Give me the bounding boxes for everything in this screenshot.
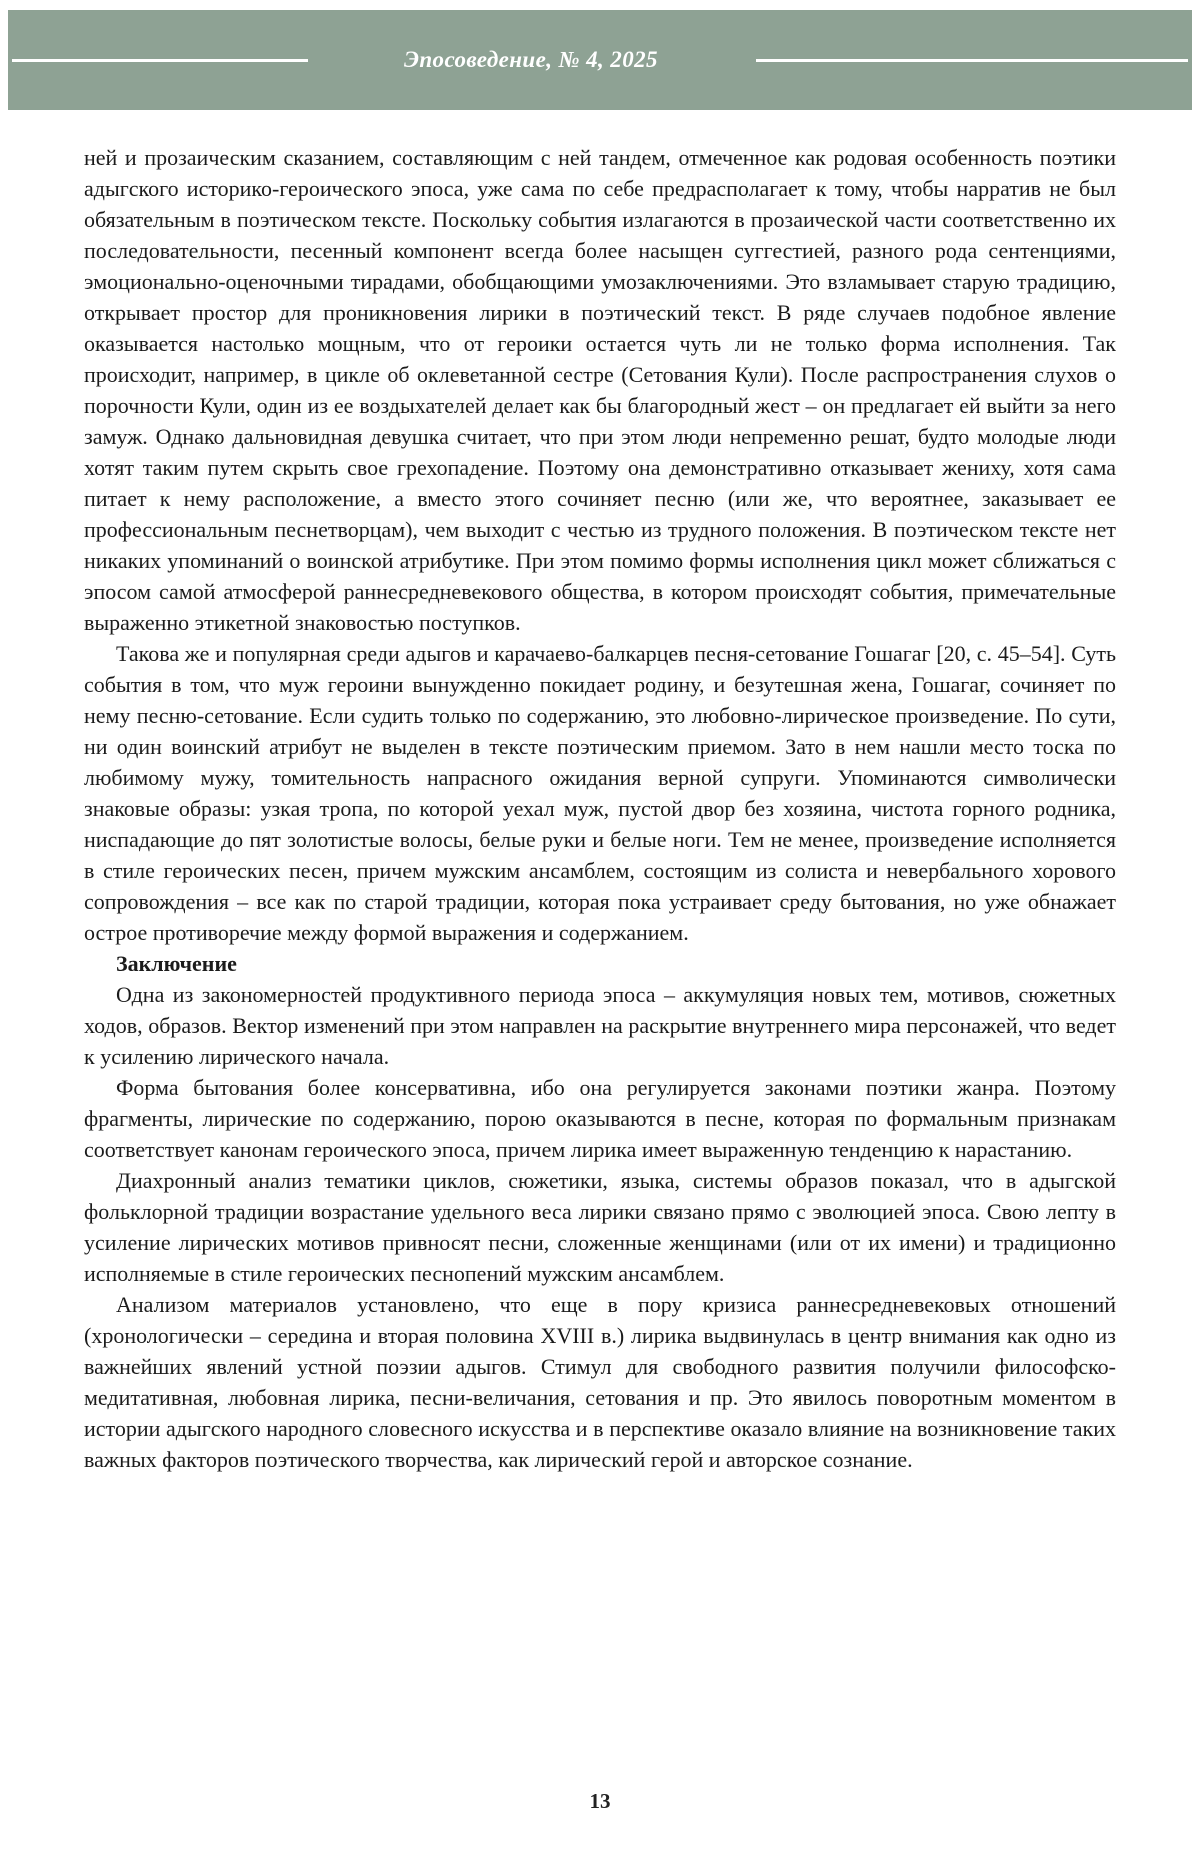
journal-header-band [8,10,1192,110]
article-body [84,142,1116,1475]
paragraph-goshagag: Такова же и популярная среди адыгов и карачаево-балкарцев песня-сетование Гошагаг [20, с. 45–54]. Суть события в том, что муж героини вынужденно покидает родину, и безутешная жена, Гошагаг, сочиняет по нему песню-сетование. Если судить только по содержанию, это любовно-лирическое произведение. По сути, ни один воинский атрибут не выделен в тексте поэтическим приемом. Зато в нем нашли место тоска по любимому мужу, томительность напрасного ожидания верной супруги. Упоминаются символически знаковые образы: узкая тропа, по которой уехал муж, пустой двор без хозяина, чистота горного родника, ниспадающие до пят золотистые волосы, белые руки и белые ноги. Тем не менее, произведение исполняется в стиле героических песен, причем мужским ансамблем, состоящим из солиста и невербального хорового сопровождения – все как по старой традиции, которая пока устраивает среду бытования, но уже обнажает острое противоречие между формой выражения и содержанием. [84,641,1116,945]
header-rule-left [12,59,308,62]
page-footer [0,1789,1200,1814]
conclusion-paragraph-3: Диахронный анализ тематики циклов, сюжетики, языка, системы образов показал, что в адыгской фольклорной традиции возрастание удельного веса лирики связано прямо с эволюцией эпоса. Свою лепту в усиление лирических мотивов привносят песни, сложенные женщинами (или от их имени) и традиционно исполняемые в стиле героических песнопений мужским ансамблем. [84,1168,1116,1286]
page-number: 13 [589,1789,611,1813]
conclusion-paragraph-1: Одна из закономерностей продуктивного периода эпоса – аккумуляция новых тем, мотивов, сюжетных ходов, образов. Вектор изменений при этом направлен на раскрытие внутреннего мира персонажей, что ведет к усилению лирического начала. [84,982,1116,1069]
header-rule-right [756,59,1188,62]
conclusion-paragraph-4: Анализом материалов установлено, что еще в пору кризиса раннесредневековых отношений (хронологически – середина и вторая половина XVIII в.) лирика выдвинулась в центр внимания как одно из важнейших явлений устной поэзии адыгов. Стимул для свободного развития получили философско-медитативная, любовная лирика, песни-величания, сетования и пр. Это явилось поворотным моментом в истории адыгского народного словесного искусства и в перспективе оказало влияние на возникновение таких важных факторов поэтического творчества, как лирический герой и авторское сознание. [84,1292,1116,1472]
paragraph-continuation: ней и прозаическим сказанием, составляющим с ней тандем, отмеченное как родовая особенность поэтики адыгского историко-героического эпоса, уже сама по себе предрасполагает к тому, чтобы нарратив не был обязательным в поэтическом тексте. Поскольку события излагаются в прозаической части соответственно их последовательности, песенный компонент всегда более насыщен суггестией, разного рода сентенциями, эмоционально-оценочными тирадами, обобщающими умозаключениями. Это взламывает старую традицию, открывает простор для проникновения лирики в поэтический текст. В ряде случаев подобное явление оказывается настолько мощным, что от героики остается чуть ли не только форма исполнения. Так происходит, например, в цикле об оклеветанной сестре (Сетования Кули). После распространения слухов о порочности Кули, один из ее воздыхателей делает как бы благородный жест – он предлагает ей выйти за него замуж. Однако дальновидная девушка считает, что при этом люди непременно решат, будто молодые люди хотят таким путем скрыть свое грехопадение. Поэтому она демонстративно отказывает жениху, хотя сама питает к нему расположение, а вместо этого сочиняет песню (или же, что вероятнее, заказывает ее профессиональным песнетворцам), чем выходит с честью из трудного положения. В поэтическом тексте нет никаких упоминаний о воинской атрибутике. При этом помимо формы исполнения цикл может сближаться с эпосом самой атмосферой раннесредневекового общества, в котором происходят события, примечательные выраженно этикетной знаковостью поступков. [84,145,1116,635]
journal-title: Эпосоведение, № 4, 2025 [404,47,658,72]
section-heading-conclusion: Заключение [116,951,237,976]
conclusion-paragraph-2: Форма бытования более консервативна, ибо она регулируется законами поэтики жанра. Поэтому фрагменты, лирические по содержанию, порою оказываются в песне, которая по формальным признакам соответствует канонам героического эпоса, причем лирика имеет выраженную тенденцию к нарастанию. [84,1075,1116,1162]
